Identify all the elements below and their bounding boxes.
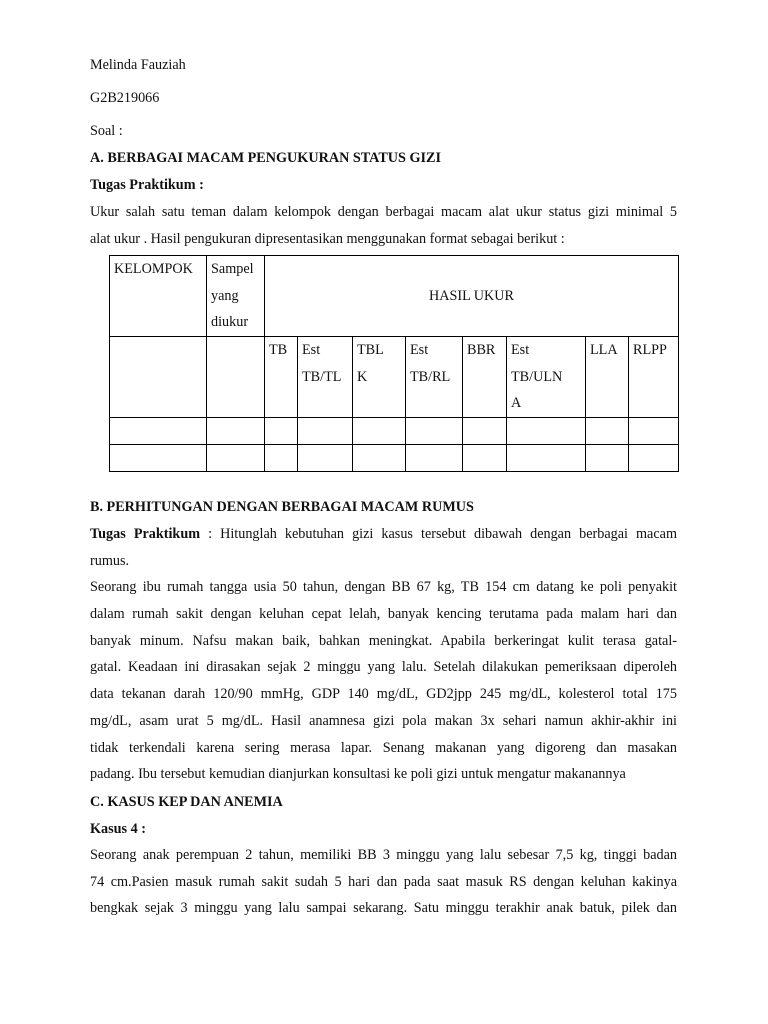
subheader-text: TB/ULN <box>511 368 563 385</box>
subheader-rlpp <box>629 337 679 418</box>
section-c-body <box>90 842 677 922</box>
section-b-task-line2: rumus. <box>90 552 130 569</box>
subheader-est-tb-tl <box>298 337 353 418</box>
case-line: banyak minum. Nafsu makan baik, bahkan meningkat. Apabila berkeringat kulit terasa gatal- <box>90 632 677 649</box>
header-sampel-line: Sampel <box>211 261 254 277</box>
section-b-task-label: Tugas Praktikum <box>90 526 201 542</box>
case-line: gatal. Keadaan ini dirasakan sejak 2 minggu yang lalu. Setelah dilakukan pemeriksaan diperoleh <box>90 659 677 676</box>
section-b-task-line <box>90 521 677 548</box>
subheader-tb <box>265 337 298 418</box>
header-hasil-ukur: HASIL UKUR <box>265 256 679 337</box>
header-sampel-line: yang <box>211 287 239 304</box>
header-sampel-line: diukur <box>211 314 249 330</box>
subheader-text: RLPP <box>633 342 667 358</box>
case-line: tidak terkendali karena sering merasa lapar. Senang makanan yang digoreng dan masakan <box>90 739 677 756</box>
case-line: Seorang ibu rumah tangga usia 50 tahun, dengan BB 67 kg, TB 154 cm datang ke poli penyakit <box>90 579 677 596</box>
intro-line: alat ukur . Hasil pengukuran dipresentasikan menggunakan format sebagai berikut : <box>90 230 565 247</box>
subheader-bbr <box>463 337 507 418</box>
subheader-text: TB/RL <box>410 368 451 385</box>
student-name: Melinda Fauziah <box>90 57 186 73</box>
subheader-text: Est <box>302 342 321 358</box>
subheader-text: A <box>511 395 522 411</box>
subheader-text: Est <box>410 342 429 358</box>
intro-line: Ukur salah satu teman dalam kelompok dengan berbagai macam alat ukur status gizi minimal 5 <box>90 204 677 220</box>
subheader-text: Est <box>511 342 530 358</box>
case-line: Seorang anak perempuan 2 tahun, memiliki BB 3 minggu yang lalu sebesar 7,5 kg, tinggi badan <box>90 847 677 863</box>
subheader-text: LLA <box>590 342 618 358</box>
subheader-text: TB/TL <box>302 368 342 385</box>
section-a-intro <box>90 199 677 252</box>
measurement-table <box>109 255 679 472</box>
section-b-title: B. PERHITUNGAN DENGAN BERBAGAI MACAM RUMUS <box>90 499 474 515</box>
section-b-task-rest: : Hitunglah kebutuhan gizi kasus tersebut dibawah dengan berbagai macam <box>200 526 677 542</box>
case-line: padang. Ibu tersebut kemudian dianjurkan konsultasi ke poli gizi untuk mengatur makanannya <box>90 766 626 783</box>
section-a-title: A. BERBAGAI MACAM PENGUKURAN STATUS GIZI <box>90 150 442 166</box>
table-cell <box>207 337 265 418</box>
subheader-text: TB <box>269 342 288 358</box>
table-cell <box>110 337 207 418</box>
header-kelompok: KELOMPOK <box>110 256 207 337</box>
table-header-row <box>110 256 679 337</box>
section-a-task-label: Tugas Praktikum : <box>90 177 204 193</box>
case-line: data tekanan darah 120/90 mmHg, GDP 140 mg/dL, GD2jpp 245 mg/dL, kolesterol total 175 <box>90 686 677 703</box>
case-line: dalam rumah sakit dengan keluhan cepat lelah, banyak kencing terutama pada malam hari dan <box>90 606 677 623</box>
student-id: G2B219066 <box>90 90 160 106</box>
section-b-body <box>90 521 677 788</box>
subheader-text: BBR <box>467 342 496 358</box>
subheader-text: K <box>357 368 368 385</box>
case-line: bengkak sejak 3 minggu yang lalu sampai sekarang. Satu minggu terakhir anak batuk, pilek dan <box>90 900 677 917</box>
subheader-text: TBL <box>357 342 384 358</box>
subheader-est-tb-ulna <box>507 337 586 418</box>
subheader-lla <box>586 337 629 418</box>
table-row <box>110 444 679 471</box>
case-line: 74 cm.Pasien masuk rumah sakit sudah 5 hari dan pada saat masuk RS dengan keluhan kakinya <box>90 873 677 890</box>
soal-label: Soal : <box>90 123 123 139</box>
subheader-est-tb-rl <box>406 337 463 418</box>
header-sampel <box>207 256 265 337</box>
section-c-title: C. KASUS KEP DAN ANEMIA <box>90 794 283 810</box>
subheader-tblk <box>353 337 406 418</box>
case-line: mg/dL, asam urat 5 mg/dL. Hasil anamnesa gizi pola makan 3x sehari namun akhir-akhir ini <box>90 712 677 729</box>
table-subheader-row <box>110 337 679 418</box>
section-c-case-label: Kasus 4 : <box>90 821 146 837</box>
table-row <box>110 417 679 444</box>
